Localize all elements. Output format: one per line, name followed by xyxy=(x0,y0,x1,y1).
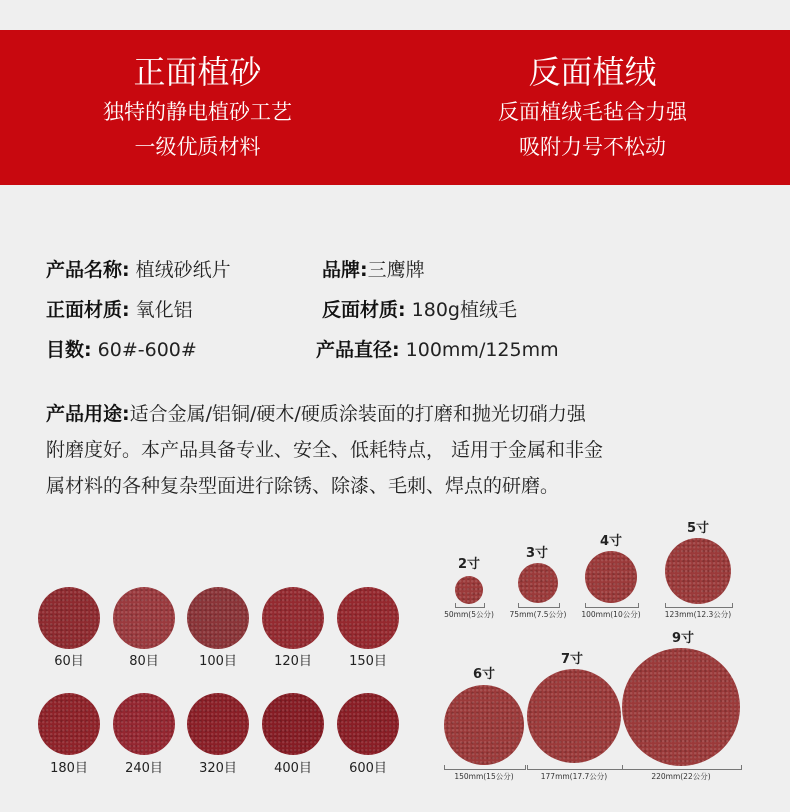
dimension-bracket xyxy=(518,603,560,608)
size-dimension: 220mm(22公分) xyxy=(651,772,711,781)
spec-label: 品牌: xyxy=(322,259,368,281)
front-feature-title: 正面植砂 xyxy=(133,53,262,91)
size-dimension: 150mm(15公分) xyxy=(454,772,514,781)
grit-disc xyxy=(262,693,324,755)
spec-label: 正面材质: xyxy=(46,299,130,321)
grit-label: 600目 xyxy=(349,761,387,776)
usage-label: 产品用途: xyxy=(46,403,130,425)
grit-disc xyxy=(187,587,249,649)
spec-value: 氧化铝 xyxy=(135,299,193,321)
size-dimension: 177mm(17.7公分) xyxy=(540,772,608,781)
size-disc xyxy=(665,538,731,604)
dimension-bracket xyxy=(585,603,639,608)
size-name: 4寸 xyxy=(599,534,623,549)
grit-disc xyxy=(337,693,399,755)
grit-label: 60目 xyxy=(54,654,84,669)
grit-label: 100目 xyxy=(199,654,237,669)
spec-label: 反面材质: xyxy=(322,299,406,321)
grit-label: 240目 xyxy=(125,761,163,776)
front-feature xyxy=(0,30,395,185)
size-name: 2寸 xyxy=(457,557,481,572)
grit-disc xyxy=(337,587,399,649)
spec-value: 60#-600# xyxy=(97,339,197,361)
feature-banner xyxy=(0,30,790,185)
spec-value: 三鹰牌 xyxy=(367,259,425,281)
size-disc xyxy=(585,551,637,603)
usage-line-2: 附磨度好。本产品具备专业、安全、低耗特点， 适用于金属和非金 xyxy=(46,439,604,461)
size-disc xyxy=(455,576,483,604)
usage-line-3: 属材料的各种复杂型面进行除锈、除漆、毛刺、焊点的研磨。 xyxy=(46,475,560,497)
grit-disc xyxy=(38,693,100,755)
size-disc xyxy=(518,563,558,603)
grit-disc xyxy=(187,693,249,755)
back-feature-title: 反面植绒 xyxy=(528,53,657,91)
size-disc xyxy=(622,648,740,766)
size-dimension: 75mm(7.5公分) xyxy=(509,610,567,619)
back-feature-line2: 吸附力号不松动 xyxy=(519,135,666,159)
back-feature xyxy=(395,30,790,185)
spec-front-material xyxy=(46,297,193,323)
grit-label: 180目 xyxy=(50,761,88,776)
dimension-bracket xyxy=(665,603,733,608)
spec-label: 产品名称: xyxy=(46,259,130,281)
spec-value: 植绒砂纸片 xyxy=(135,259,231,281)
grit-label: 150目 xyxy=(349,654,387,669)
grit-disc xyxy=(113,587,175,649)
size-name: 5寸 xyxy=(686,521,710,536)
size-name: 7寸 xyxy=(560,652,584,667)
spec-value: 100mm/125mm xyxy=(405,339,559,361)
grit-label: 400目 xyxy=(274,761,312,776)
size-name: 9寸 xyxy=(671,631,695,646)
usage-paragraph xyxy=(46,396,766,504)
spec-grit xyxy=(46,337,197,363)
grit-disc xyxy=(38,587,100,649)
front-feature-line1: 独特的静电植砂工艺 xyxy=(103,100,292,124)
size-name: 6寸 xyxy=(472,667,496,682)
size-name: 3寸 xyxy=(525,546,549,561)
dimension-bracket xyxy=(527,765,623,770)
grit-label: 80目 xyxy=(129,654,159,669)
spec-diameter xyxy=(316,337,559,363)
size-disc xyxy=(527,669,621,763)
front-feature-line2: 一级优质材料 xyxy=(134,135,261,159)
grit-label: 120目 xyxy=(274,654,312,669)
dimension-bracket xyxy=(622,765,742,770)
usage-text: 适合金属/铝铜/硬木/硬质涂装面的打磨和抛光切硝力强 xyxy=(129,403,586,425)
spec-label: 目数: xyxy=(46,339,92,361)
spec-back-material xyxy=(322,297,517,323)
size-dimension: 123mm(12.3公分) xyxy=(664,610,732,619)
back-feature-line1: 反面植绒毛毡合力强 xyxy=(498,100,687,124)
dimension-bracket xyxy=(444,765,526,770)
top-margin xyxy=(0,0,790,30)
dimension-bracket xyxy=(455,603,485,608)
spec-value: 180g植绒毛 xyxy=(411,299,517,321)
grit-disc xyxy=(262,587,324,649)
size-dimension: 100mm(10公分) xyxy=(581,610,641,619)
spec-label: 产品直径: xyxy=(316,339,400,361)
size-disc xyxy=(444,685,524,765)
spec-product-name xyxy=(46,257,231,283)
size-dimension: 50mm(5公分) xyxy=(444,610,494,619)
grit-disc xyxy=(113,693,175,755)
spec-brand xyxy=(322,257,425,283)
grit-label: 320目 xyxy=(199,761,237,776)
usage-line-1 xyxy=(46,396,766,432)
